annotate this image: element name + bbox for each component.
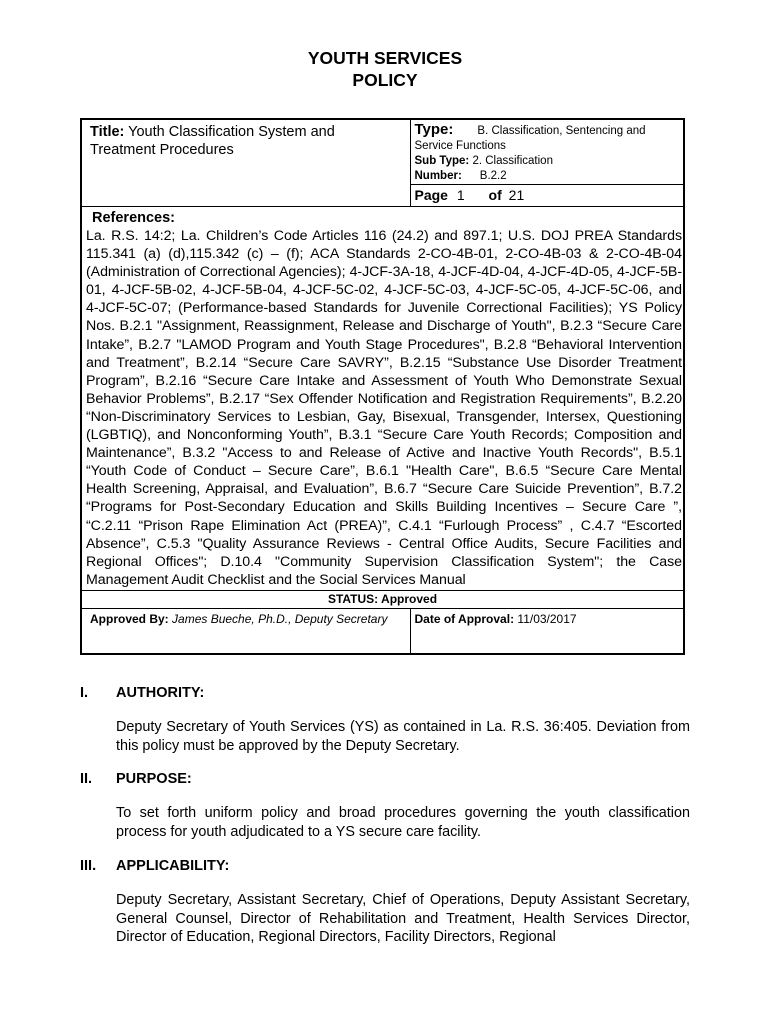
policy-title-value: Youth Classification System and Treatment Procedures bbox=[90, 124, 335, 158]
title-line-1: YOUTH SERVICES bbox=[307, 48, 463, 68]
approval-date-label: Date of Approval: bbox=[414, 611, 515, 626]
number-label: Number: bbox=[414, 170, 462, 182]
status-cell bbox=[81, 590, 684, 608]
number-value: B.2.2 bbox=[479, 170, 507, 182]
section-heading: AUTHORITY: bbox=[116, 685, 205, 701]
approval-date-cell bbox=[410, 608, 684, 654]
policy-title-label: Title: bbox=[90, 124, 125, 140]
sub-type-label: Sub Type: bbox=[414, 155, 470, 167]
section-body: Deputy Secretary, Assistant Secretary, Chief of Operations, Deputy Assistant Secretary, General Counsel, Director of Rehabilitation and Treatment, Health Services Director, Director of Education, Regional Directors, Facility Directors, Regional bbox=[116, 892, 690, 945]
type-value-line2: Service Functions bbox=[414, 140, 506, 152]
document-title bbox=[0, 47, 770, 91]
policy-header-table bbox=[80, 118, 685, 655]
section-numeral: II. bbox=[80, 771, 93, 787]
section-body: Deputy Secretary of Youth Services (YS) as contained in La. R.S. 36:405. Deviation from this policy must be approved by the Deputy Secretary. bbox=[116, 719, 690, 754]
section-numeral: I. bbox=[80, 685, 89, 701]
section-numeral: III. bbox=[80, 858, 97, 874]
approved-by-label: Approved By: bbox=[90, 611, 169, 626]
page-of-label: of bbox=[488, 187, 502, 203]
section-authority bbox=[80, 684, 690, 755]
page-count-cell bbox=[410, 185, 684, 207]
approval-date-value: 11/03/2017 bbox=[517, 611, 577, 626]
type-value-line1: B. Classification, Sentencing and bbox=[477, 125, 646, 137]
status-text: STATUS: Approved bbox=[327, 591, 438, 606]
page-label: Page bbox=[414, 187, 448, 203]
references-text: La. R.S. 14:2; La. Children’s Code Articles 116 (24.2) and 897.1; U.S. DOJ PREA Standards 115.341 (a) (d),115.342 (c) – (f); ACA Standards 2-CO-4B-01, 2-CO-4B-03 & 2-CO-4B-04 (Administration of Correctional Agencies); 4-JCF-3A-18, 4-JCF-4D-04, 4-JCF-4D-05, 4-JCF-5B-01, 4-JCF-5B-02, 4-JCF-5B-04, 4-JCF-5C-02, 4-JCF-5C-03, 4-JCF-5C-05, 4-JCF-5C-06, and 4-JCF-5C-07; (Performance-based Standards for Juvenile Correctional Facilities); YS Policy Nos. B.2.1 "Assignment, Reassignment, Release and Discharge of Youth", B.2.3 “Secure Care Intake”, B.2.7 "LAMOD Program and Youth Stage Procedures", B.2.8 “Behavioral Intervention and Treatment”, B.2.14 “Secure Care SAVRY”, B.2.15 “Substance Use Disorder Treatment Program”, B.2.16 “Secure Care Intake and Assessment of Youth Who Demonstrate Sexual Behavior Problems”, B.2.17 “Sex Offender Notification and Registration Requirements”, B.2.20 “Non-Discriminatory Services to Lesbian, Gay, Bisexual, Transgender, Intersex, Questioning (LGBTIQ), and Nonconforming Youth”, B.3.1 “Secure Care Youth Records; Composition and Maintenance”, B.3.2 "Access to and Release of Active and Inactive Youth Records", B.5.1 “Youth Code of Conduct – Secure Care”, B.6.1 "Health Care", B.6.5 “Secure Care Mental Health Screening, Appraisal, and Evaluation”, B.6.7 “Secure Care Suicide Prevention”, B.7.2 “Programs for Post-Secondary Education and Skills Building Incentives – Secure Care ”, “C.2.11 “Prison Rape Elimination Act (PREA)”, C.4.1 “Furlough Process” , C.4.7 “Escorted Absence”, C.5.3 "Quality Assurance Reviews - Central Office Audits, Secure Facilities and Regional Offices"; D.10.4 "Community Supervision Classification System"; the Case Management Audit Checklist and the Social Services Manual bbox=[86, 228, 682, 588]
page-current: 1 bbox=[456, 187, 465, 203]
title-line-2: POLICY bbox=[352, 70, 418, 90]
type-label: Type: bbox=[414, 121, 454, 138]
section-body: To set forth uniform policy and broad procedures governing the youth classification process for youth adjudicated to a YS secure care facility. bbox=[116, 805, 690, 840]
sub-type-value: 2. Classification bbox=[472, 155, 553, 167]
section-applicability bbox=[80, 857, 690, 947]
approved-by-value: James Bueche, Ph.D., Deputy Secretary bbox=[172, 611, 388, 626]
references-heading: References: bbox=[92, 210, 176, 226]
section-heading: APPLICABILITY: bbox=[116, 858, 230, 874]
page-total: 21 bbox=[508, 187, 525, 203]
section-heading: PURPOSE: bbox=[116, 771, 192, 787]
policy-title-cell bbox=[81, 119, 410, 207]
references-cell bbox=[81, 207, 684, 591]
section-purpose bbox=[80, 770, 690, 841]
approved-by-cell bbox=[81, 608, 410, 654]
policy-type-cell bbox=[410, 119, 684, 185]
